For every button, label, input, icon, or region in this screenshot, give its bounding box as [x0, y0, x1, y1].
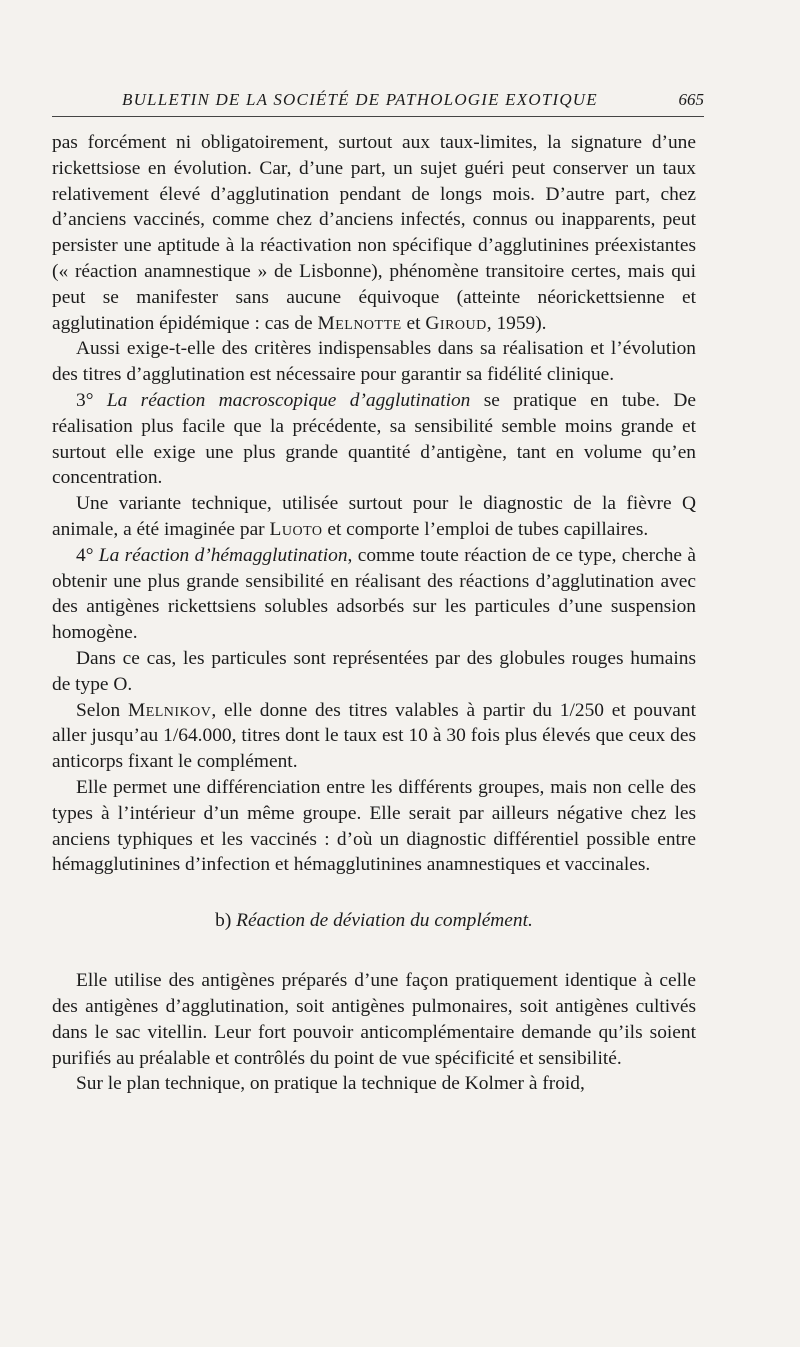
item-3-text: se pratique en tube. De réalisation plus facile que la précédente, sa sensibilité semble moins grande et surtout elle exige une plus grande quantité d’antigène, tant en volume qu’en concentration. [52, 389, 696, 489]
paragraph-2: Aussi exige-t-elle des critères indispensables dans sa réalisation et l’évolution des titres d’agglutination est nécessaire pour garantir sa fidélité clinique. [52, 338, 696, 386]
paragraph-4-text-b: et comporte l’emploi de tubes capillaires. [322, 518, 649, 540]
section-heading-label: b) [215, 910, 237, 932]
running-header [52, 86, 704, 117]
paragraph-1-text-a: pas forcément ni obligatoirement, surtout aux taux-limites, la signature d’une rickettsiose en évolution. Car, d’une part, un sujet guéri peut conserver un taux relativement élevé d’agglutination pendant de longs mois. D’autre part, chez d’anciens vaccinés, comme chez d’anciens infectés, connus ou inapparents, peut persister une aptitude à la réactivation non spécifique d’agglutinines préexistantes (« réaction anamnestique » de Lisbonne), phénomène transitoire certes, mais qui peut se manifester sans aucune équivoque (atteinte néorickettsienne et agglutination épidémique : cas de [52, 132, 696, 334]
item-4-text: , comme toute réaction de ce type, cherche à obtenir une plus grande sensibilité en réalisant des réactions d’agglutination avec des antigènes rickettsiens solubles adsorbés sur les particules d’une suspension homogène. [52, 544, 696, 644]
item-3-number: 3° [76, 389, 107, 411]
paragraph-9: Elle utilise des antigènes préparés d’une façon pratiquement identique à celle des antigènes d’agglutination, soit antigènes pulmonaires, soit antigènes cultivés dans le sac vitellin. Leur fort pouvoir anticomplémentaire demande qu’ils soient purifiés au préalable et contrôlés du point de vue spécificité et sensibilité. [52, 970, 696, 1069]
paragraph-7-text-a: Selon [76, 699, 128, 721]
paragraph-3 [52, 388, 696, 491]
item-4-title: La réaction d’hémagglutination [98, 544, 348, 566]
running-title: BULLETIN DE LA SOCIÉTÉ DE PATHOLOGIE EXOTIQUE [122, 90, 598, 109]
paragraph-1 [52, 130, 696, 336]
paragraph-1-text-b: et [401, 312, 426, 334]
author-melnotte: Melnotte [317, 312, 402, 334]
author-luoto: Luoto [269, 518, 323, 540]
paragraph-8: Elle permet une différenciation entre les différents groupes, mais non celle des types à l’intérieur d’un même groupe. Elle serait par ailleurs négative chez les anciens typhiques et les vaccinés : d’où un diagnostic différentiel possible entre hémagglutinines d’infection et hémagglutinines anamnestiques et vaccinales. [52, 776, 696, 876]
paragraph-4 [52, 491, 696, 543]
paragraph-4-text-a: Une variante technique, utilisée surtout pour le diagnostic de la fièvre Q animale, a été imaginée par [52, 493, 696, 540]
paragraph-5 [52, 543, 696, 646]
section-heading-title: Réaction de déviation du complément. [236, 910, 533, 932]
paragraph-10: Sur le plan technique, on pratique la technique de Kolmer à froid, [76, 1073, 585, 1095]
author-melnikov: Melnikov [127, 699, 212, 721]
paragraph-7-text-b: , elle donne des titres valables à partir du 1/250 et pouvant aller jusqu’au 1/64.000, titres dont le taux est 10 à 30 fois plus élevés que ceux des anticorps fixant le complément. [52, 699, 696, 773]
item-3-title: La réaction macroscopique d’agglutination [106, 389, 471, 411]
paragraph-7 [52, 698, 696, 775]
page-number: 665 [678, 90, 704, 109]
paragraph-6: Dans ce cas, les particules sont représentées par des globules rouges humains de type O. [52, 647, 696, 695]
section-heading [52, 908, 696, 934]
item-4-number: 4° [76, 544, 99, 566]
author-giroud: Giroud [425, 312, 487, 334]
paragraph-1-text-c: , 1959). [486, 312, 547, 334]
body-text [52, 130, 696, 1097]
